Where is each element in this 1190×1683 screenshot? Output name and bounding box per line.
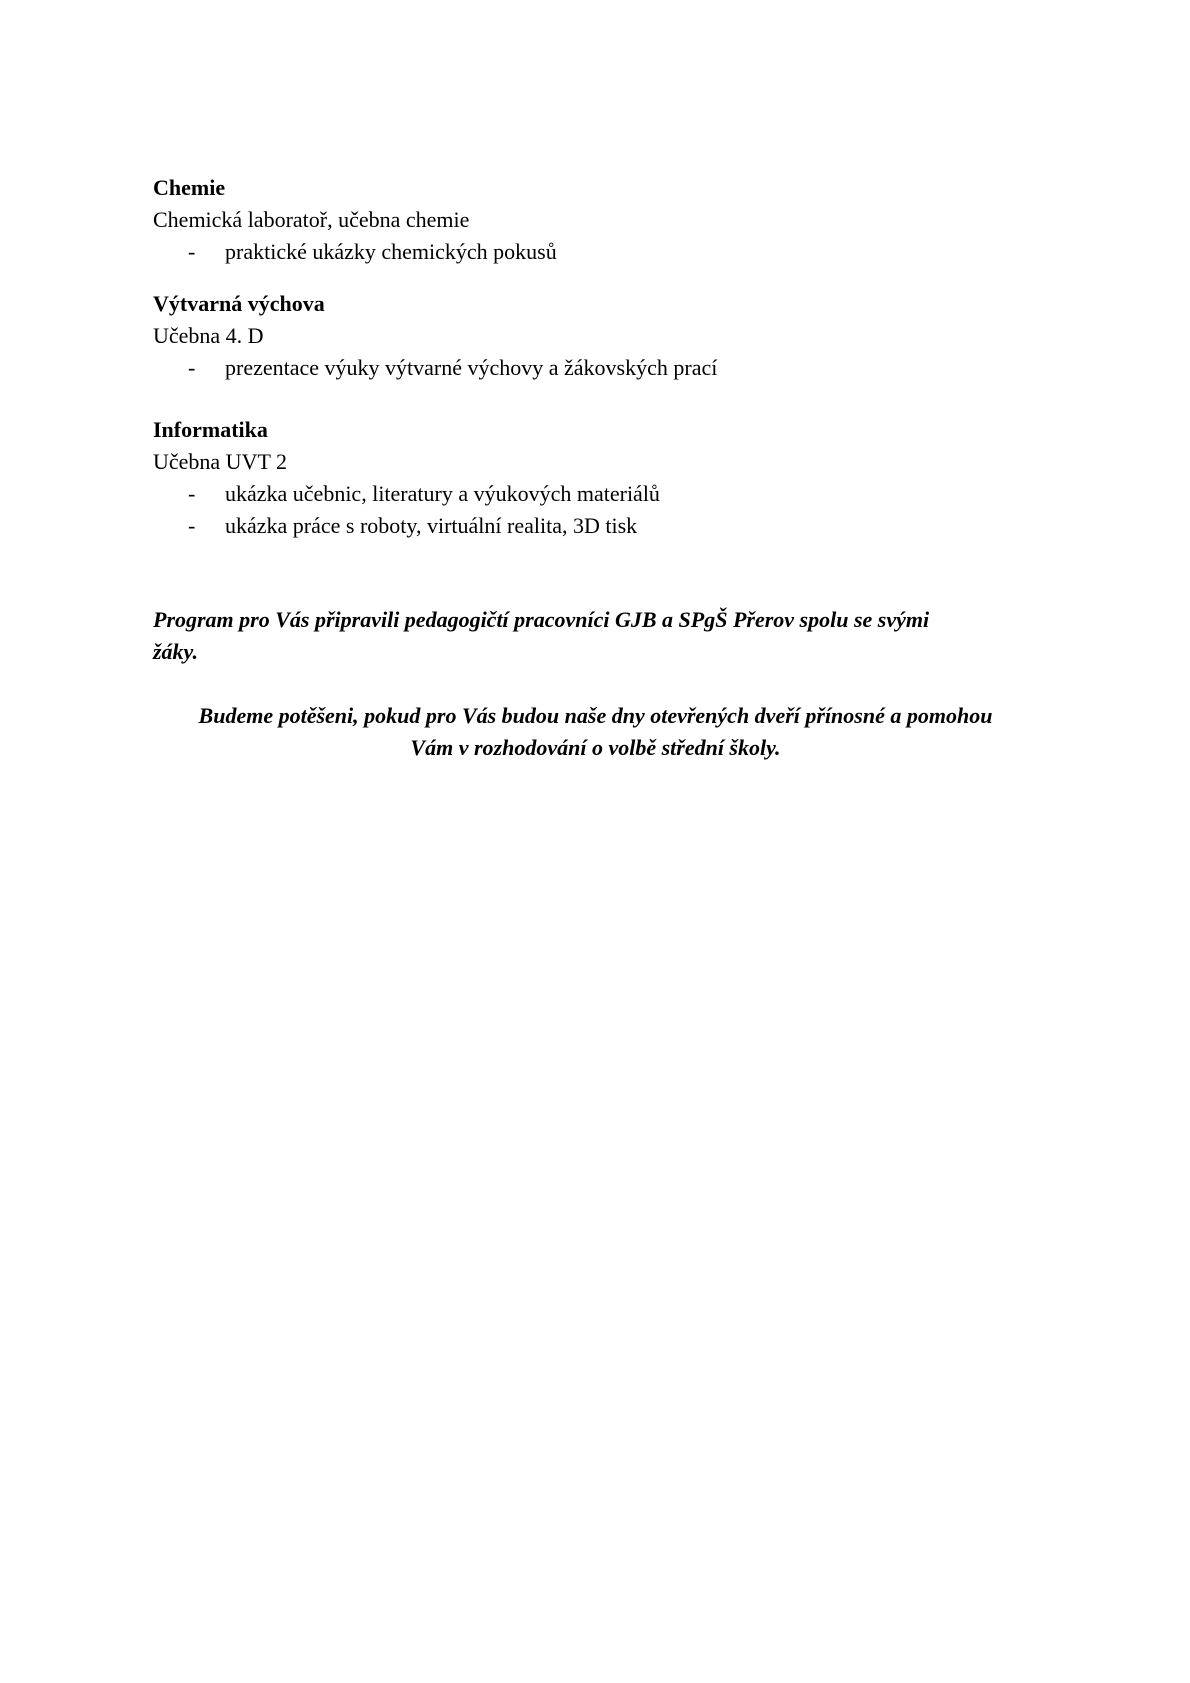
- bullet-dash: -: [188, 239, 196, 264]
- section-title: Výtvarná výchova: [153, 291, 325, 316]
- closing-wish: [153, 700, 1038, 764]
- section-chemie: [153, 172, 1038, 268]
- list-item: [153, 236, 1038, 268]
- activity-list: [153, 478, 1038, 542]
- activity-list: [153, 236, 1038, 268]
- program-note-line: žáky.: [153, 639, 199, 664]
- section-room: Učebna 4. D: [153, 323, 264, 348]
- section-title: Chemie: [153, 175, 226, 200]
- bullet-dash: -: [188, 513, 196, 538]
- program-note: [153, 604, 1038, 668]
- bullet-dash: -: [188, 355, 196, 380]
- list-item-text: prezentace výuky výtvarné výchovy a žákovských prací: [225, 355, 718, 380]
- closing-wish-line: Budeme potěšeni, pokud pro Vás budou naše dny otevřených dveří přínosné a pomohou: [198, 703, 993, 728]
- section-room: Chemická laboratoř, učebna chemie: [153, 207, 470, 232]
- list-item-text: ukázka práce s roboty, virtuální realita, 3D tisk: [225, 513, 638, 538]
- bullet-dash: -: [188, 481, 196, 506]
- section-informatika: [153, 414, 1038, 542]
- closing-wish-line: Vám v rozhodování o volbě střední školy.: [410, 735, 781, 760]
- list-item-text: praktické ukázky chemických pokusů: [225, 239, 557, 264]
- program-note-line: Program pro Vás připravili pedagogičtí pracovníci GJB a SPgŠ Přerov spolu se svými: [153, 607, 930, 632]
- list-item: [153, 510, 1038, 542]
- document-page: [153, 172, 1038, 764]
- section-vytvarna-vychova: [153, 288, 1038, 384]
- section-room: Učebna UVT 2: [153, 449, 287, 474]
- section-title: Informatika: [153, 417, 268, 442]
- activity-list: [153, 352, 1038, 384]
- list-item-text: ukázka učebnic, literatury a výukových materiálů: [225, 481, 660, 506]
- list-item: [153, 478, 1038, 510]
- list-item: [153, 352, 1038, 384]
